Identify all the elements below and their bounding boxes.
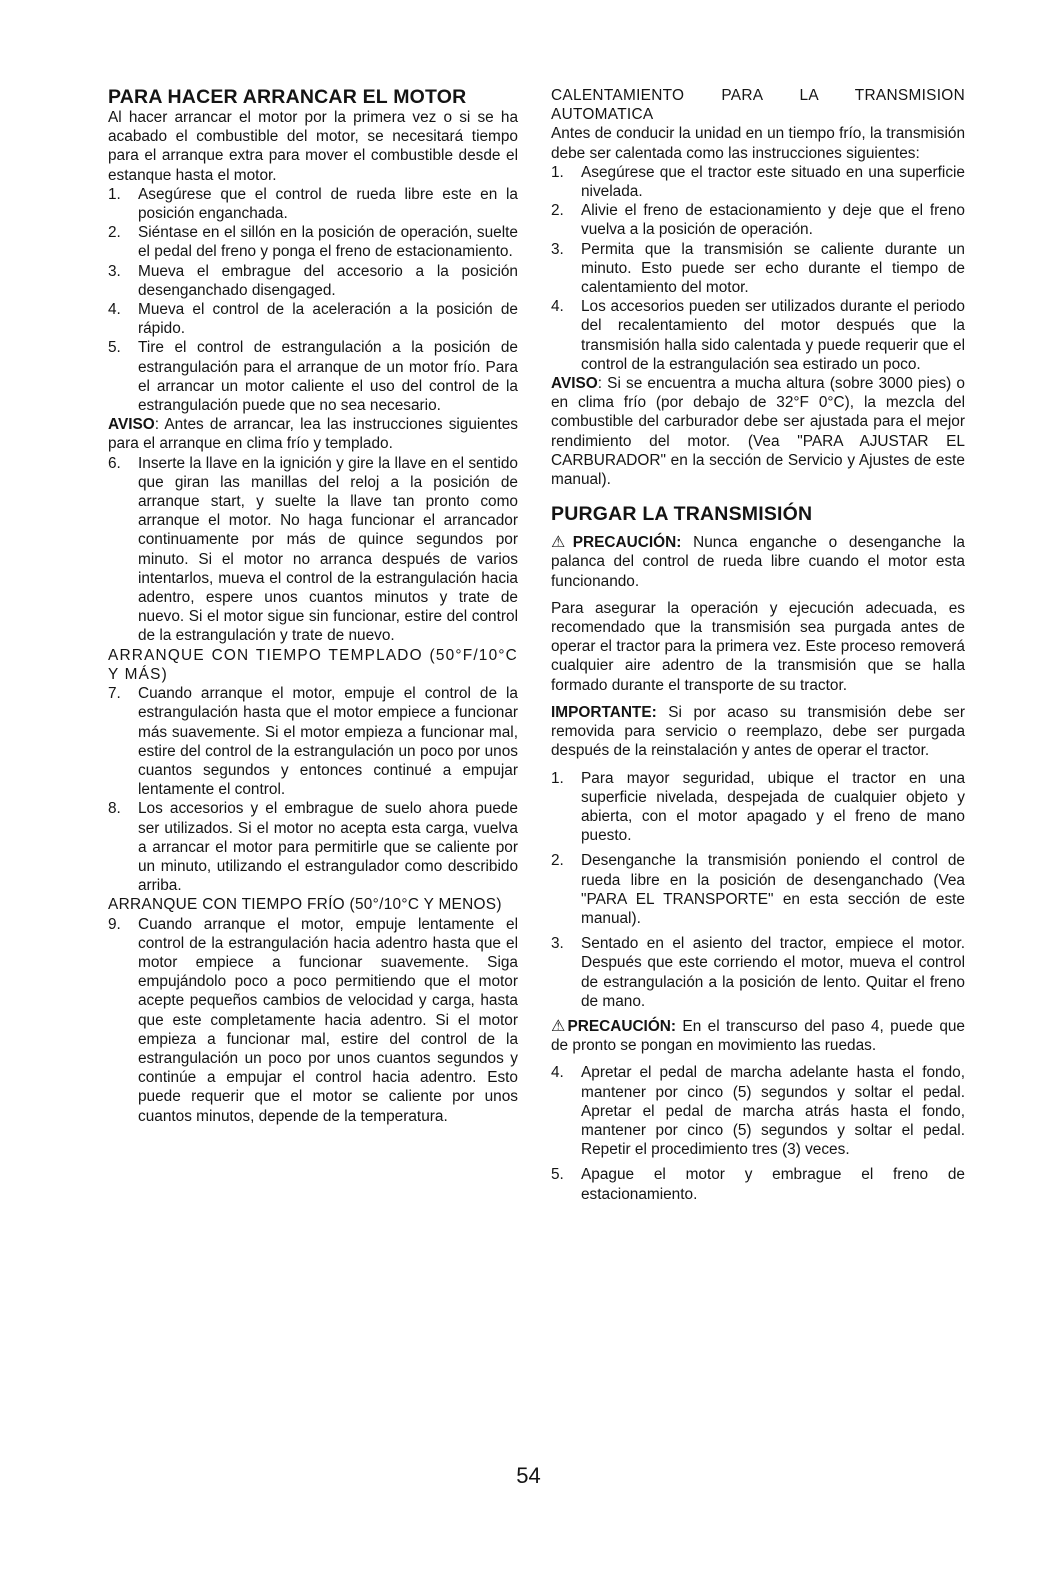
- subheading-tiempo-frio: ARRANQUE CON TIEMPO FRÍO (50°/10°C Y MENOS): [108, 896, 502, 914]
- list-item: [108, 185, 518, 223]
- list-item-text: Cuando arranque el motor, empuje el control de la estrangulación hasta que el motor empiece a funcionar más suavemente. Si el motor empieza a funcionar mal, estire del control de la estrangulación un poco por unos cuantos segundos y entonces continué a empujar lentamente el control.: [138, 685, 518, 799]
- list-item: [551, 163, 965, 201]
- aviso-altura-paragraph: [551, 374, 965, 489]
- list-item-number: 2.: [108, 224, 121, 242]
- aviso-paragraph: [108, 415, 518, 453]
- list-item: [551, 297, 965, 374]
- aviso-label-right: AVISO: [551, 375, 598, 393]
- list-item-number: 6.: [108, 454, 121, 472]
- list-item: [551, 201, 965, 239]
- list-item: [108, 300, 518, 338]
- list-item: [551, 934, 965, 1011]
- list-item-number: 8.: [108, 800, 121, 818]
- precaucion-label: PRECAUCIÓN:: [567, 1017, 677, 1035]
- list-item: [551, 851, 965, 928]
- list-item-number: 4.: [551, 298, 564, 316]
- list-item-text: Sentado en el asiento del tractor, empiece el motor. Después que este corriendo el motor, mueva el control de estrangulación a la posición de lento. Quitar el freno de mano.: [581, 935, 965, 1010]
- list-item-text: Para mayor seguridad, ubique el tractor en una superficie nivelada, despejada de cualquier objeto y abierta, con el motor apagado y el freno de mano puesto.: [581, 769, 965, 845]
- cold-steps-list: [108, 915, 518, 1126]
- list-item-number: 4.: [551, 1064, 564, 1082]
- warm-steps-list: [108, 684, 518, 895]
- list-item-text: Permita que la transmisión se caliente durante un minuto. Esto puede ser echo durante el tiempo de calentamiento del motor.: [581, 240, 965, 297]
- list-item-text: Alivie el freno de estacionamiento y deje que el freno vuelva a la posición de operación.: [581, 202, 965, 239]
- list-item-text: Mueva el control de la aceleración a la posición de rápido.: [138, 301, 518, 338]
- importante-paragraph: [551, 703, 965, 761]
- calentamiento-intro: Antes de conducir la unidad en un tiempo frío, la transmisión debe ser calentada como las instrucciones siguientes:: [551, 125, 965, 162]
- list-item-number: 5.: [551, 1166, 564, 1184]
- list-item-text: Los accesorios pueden ser utilizados durante el periodo del recalentamiento del motor después que la transmisión halla sido calentada y puede requerir que el control de la estrangulación sea estirado un poco.: [581, 298, 965, 373]
- list-item-text: Asegúrese que el control de rueda libre este en la posición enganchada.: [138, 185, 518, 223]
- list-item-number: 3.: [551, 935, 564, 953]
- start-steps-list: [108, 185, 518, 415]
- list-item-text: Los accesorios y el embrague de suelo ahora puede ser utilizados. Si el motor no acepta esta carga, vuelva a arrancar el motor para permitirle que se caliente por un minuto, utilizando el estrangulador como describido arriba.: [138, 800, 518, 895]
- list-item: [108, 338, 518, 415]
- list-item: [108, 223, 518, 261]
- subheading-tiempo-templado: ARRANQUE CON TIEMPO TEMPLADO (50°F/10°C Y MÁS): [108, 646, 518, 683]
- left-column: [108, 86, 518, 1126]
- aviso-altura-text: : Si se encuentra a mucha altura (sobre 3000 pies) o en clima frío (por debajo de 32°F 0°C), la mezcla del combustible del carburador debe ser ajustada para el mejor rendimiento del motor. (Vea "PARA AJUSTAR EL CARBURADOR" en la sección de Servicio y Ajustes de este manual).: [551, 375, 965, 489]
- warning-triangle-icon: ⚠: [551, 1017, 568, 1035]
- list-item: [108, 262, 518, 300]
- right-column: [551, 86, 965, 1210]
- list-item-number: 3.: [551, 240, 564, 258]
- warning-triangle-icon: ⚠: [551, 534, 573, 552]
- precaucion-2-text: En el transcurso del paso 4, puede que de pronto se pongan en movimiento las ruedas.: [551, 1017, 965, 1055]
- precaucion-1-paragraph: [551, 533, 965, 591]
- list-item-number: 5.: [108, 339, 121, 357]
- precaucion-2-paragraph: [551, 1017, 965, 1055]
- start-steps-list-b: [108, 454, 518, 646]
- list-item-text: Tire el control de estrangulación a la posición de estrangulación para el arranque de un motor frío. Para el arrancar un motor caliente el uso del control de la estrangulación puede que no sea necesario.: [138, 339, 518, 415]
- list-item-text: Apague el motor y embrague el freno de estacionamiento.: [581, 1166, 965, 1203]
- aviso-label: AVISO: [108, 416, 155, 434]
- precaucion-1-text: Nunca enganche o desenganche la palanca del control de rueda libre cuando el motor esta funcionando.: [551, 534, 965, 590]
- list-item: [551, 240, 965, 298]
- list-item: [108, 454, 518, 646]
- list-item: [551, 1165, 965, 1203]
- list-item-text: Asegúrese que el tractor este situado en una superficie nivelada.: [581, 163, 965, 201]
- list-item: [551, 1063, 965, 1159]
- aviso-text: : Antes de arrancar, lea las instrucciones siguientes para el arranque en clima frío y templado.: [108, 416, 518, 453]
- list-item-text: Cuando arranque el motor, empuje lentamente el control de la estrangulación hacia adentro hasta que el motor empiece a funcionar suavemente. Siga empujándolo poco a poco permitiendo que el motor acepte pequeños cambios de velocidad y carga, hasta que este completamente hacia adentro. Si el motor empieza a funcionar mal, estire del control de la estrangulación un poco por unos cuantos segundos y continúe a empujar el control hacia adentro. Esto puede requerir que el motor se caliente por unos cuantos minutos, depende de la temperatura.: [138, 915, 518, 1125]
- list-item-number: 7.: [108, 685, 121, 703]
- list-item: [108, 684, 518, 799]
- list-item: [108, 799, 518, 895]
- list-item-number: 1.: [108, 185, 121, 203]
- list-item-number: 1.: [551, 769, 564, 787]
- list-item-text: Inserte la llave en la ignición y gire la llave en el sentido que giran las manillas del reloj a la posición de arranque start, y suelte la llave tan pronto como arranque el motor. No haga funcionar el arrancador continuamente por más de quince segundos por minuto. Si el motor no arranca después de varios intentarlos, mueva el control de la estrangulación hacia adentro, espere unos cuantos minutos y trate de nuevo. Si el motor sigue sin funcionar, estire del control de la estrangulación y trate de nuevo.: [138, 454, 518, 645]
- heading-arrancar-motor: PARA HACER ARRANCAR EL MOTOR: [108, 86, 467, 108]
- list-item-text: Mueva el embrague del accesorio a la posición desenganchado disengaged.: [138, 262, 518, 299]
- importante-label: IMPORTANTE:: [551, 703, 657, 721]
- purgar-steps-list: [551, 769, 965, 1011]
- list-item-number: 3.: [108, 262, 121, 280]
- list-item-text: Apretar el pedal de marcha adelante hasta el fondo, mantener por cinco (5) segundos y soltar el pedal. Apretar el pedal de marcha atrás hasta el fondo, mantener por cinco (5) segundos y soltar el pedal. Repetir el procedimiento tres (3) veces.: [581, 1064, 965, 1159]
- heading-purgar-transmision: PURGAR LA TRANSMISIÓN: [551, 503, 813, 526]
- importante-text: Si por acaso su transmisión debe ser removida para servicio o reemplazo, debe ser purgada después de la reinstalación y antes de operar el tractor.: [551, 703, 965, 760]
- page-number: 54: [516, 1463, 541, 1488]
- list-item-number: 9.: [108, 915, 121, 933]
- list-item-number: 4.: [108, 301, 121, 319]
- precaucion-label: PRECAUCIÓN:: [572, 534, 682, 552]
- intro-paragraph: Al hacer arrancar el motor por la primera vez o si se ha acabado el combustible del motor, se necesitará tiempo para el arranque extra para mover el combustible desde el estanque hasta el motor.: [108, 109, 518, 184]
- list-item-text: Desenganche la transmisión poniendo el control de rueda libre en la posición de desenganchado (Vea "PARA EL TRANSPORTE" en esta sección de este manual).: [581, 852, 965, 927]
- list-item-text: Siéntase en el sillón en la posición de operación, suelte el pedal del freno y ponga el freno de estacionamiento.: [138, 224, 518, 261]
- list-item-number: 1.: [551, 163, 564, 181]
- list-item: [551, 769, 965, 846]
- purgar-paragraph: Para asegurar la operación y ejecución adecuada, es recomendado que la transmisión sea purgada antes de operar el tractor para la primera vez. Este proceso removerá cualquier aire adentro de la transmisión que se halla formado durante el transporte de su tractor.: [551, 599, 965, 694]
- list-item-number: 2.: [551, 852, 564, 870]
- subheading-calentamiento: CALENTAMIENTO PARA LA TRANSMISION AUTOMATICA: [551, 87, 965, 124]
- list-item: [108, 915, 518, 1126]
- list-item-number: 2.: [551, 202, 564, 220]
- calentamiento-steps-list: [551, 163, 965, 374]
- purgar-steps-list-b: [551, 1063, 965, 1203]
